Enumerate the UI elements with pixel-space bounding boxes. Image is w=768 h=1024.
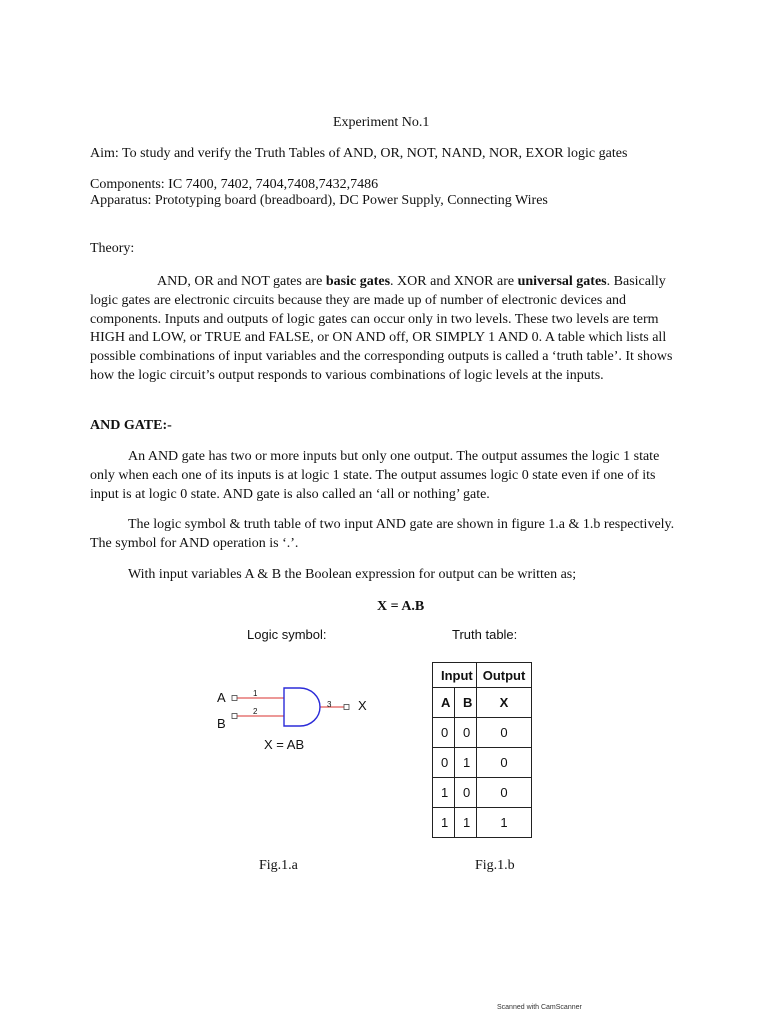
table-row (433, 748, 532, 778)
cell-x: 0 (477, 718, 532, 748)
input-header: Input (433, 663, 477, 688)
truth-table-column-row (433, 688, 532, 718)
and-gate-heading: AND GATE:- (90, 418, 172, 433)
table-row (433, 808, 532, 838)
pin-1-label: 1 (253, 689, 258, 698)
and-gate-paragraph-2: The logic symbol & truth table of two input AND gate are shown in figure 1.a & 1.b respectively. The symbol for AND operation is ‘.’. (90, 517, 675, 551)
and-gate-paragraph-3: With input variables A & B the Boolean expression for output can be written as; (128, 567, 577, 582)
cell-x: 0 (477, 748, 532, 778)
gate-expression-label: X = AB (264, 737, 305, 752)
pin-3-label: 3 (327, 700, 332, 709)
basic-gates-term: basic gates (325, 274, 391, 289)
aim-text: Aim: To study and verify the Truth Tables of AND, OR, NOT, NAND, NOR, EXOR logic gates (90, 146, 628, 161)
apparatus-text: Apparatus: Prototyping board (breadboard), DC Power Supply, Connecting Wires (90, 193, 548, 208)
table-row (433, 718, 532, 748)
cell-b: 1 (455, 748, 477, 778)
cell-b: 0 (455, 778, 477, 808)
theory-text-2: . XOR and XNOR are (390, 274, 518, 289)
column-b-header: B (455, 688, 477, 718)
and-gate-paragraph-1: An AND gate has two or more inputs but only one output. The output assumes the logic 1 state only when each one of its inputs is at logic 1 state. The output assumes logic 0 state even if one of its input is at logic 0 state. AND gate is also called an ‘all or nothing’ gate. (90, 449, 660, 502)
input-a-label: A (217, 690, 226, 705)
output-header: Output (477, 663, 532, 688)
column-x-header: X (477, 688, 532, 718)
pin-2-label: 2 (253, 707, 258, 716)
cell-x: 1 (477, 808, 532, 838)
components-text: Components: IC 7400, 7402, 7404,7408,7432,7486 (90, 177, 379, 192)
input-b-label: B (217, 716, 226, 731)
truth-table (432, 662, 532, 838)
theory-text-1: AND, OR and NOT gates are (157, 274, 326, 289)
cell-a: 1 (433, 808, 455, 838)
universal-gates-term: universal gates (517, 274, 607, 289)
cell-a: 0 (433, 718, 455, 748)
truth-table-heading: Truth table: (452, 627, 518, 642)
table-row (433, 778, 532, 808)
theory-heading: Theory: (90, 241, 135, 256)
page-title: Experiment No.1 (333, 115, 430, 130)
boolean-expression: X = A.B (377, 599, 425, 614)
cell-a: 0 (433, 748, 455, 778)
cell-b: 1 (455, 808, 477, 838)
cell-a: 1 (433, 778, 455, 808)
cell-x: 0 (477, 778, 532, 808)
logic-symbol-heading: Logic symbol: (247, 627, 327, 642)
figure-a-caption: Fig.1.a (259, 858, 298, 873)
figure-b-caption: Fig.1.b (475, 858, 515, 873)
output-x-label: X (358, 698, 367, 713)
cell-b: 0 (455, 718, 477, 748)
scanner-footer: Scanned with CamScanner (497, 1004, 582, 1011)
column-a-header: A (433, 688, 455, 718)
truth-table-header-row (433, 663, 532, 688)
theory-text-3: . Basically logic gates are electronic circuits because they are made up of number of electronic devices and components. Inputs and outputs of logic gates can occur only in two levels. These two levels are term HIGH and LOW, or TRUE and FALSE, or ON AND off, OR SIMPLY 1 AND 0. A table which lists all possible combinations of input variables and the corresponding outputs is called a ‘truth table’. It shows how the logic circuit’s output responds to various combinations of logic levels at the inputs. (90, 274, 673, 383)
theory-paragraph (90, 273, 682, 386)
